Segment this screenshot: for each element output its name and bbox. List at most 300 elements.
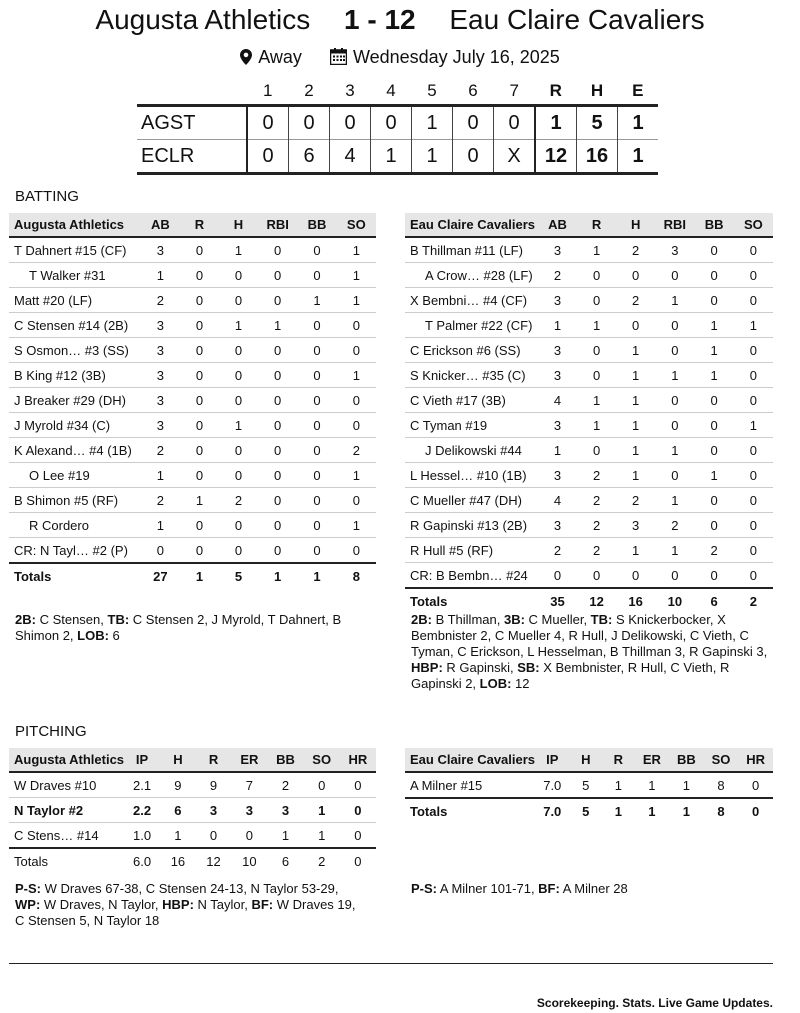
stat-cell: 2 — [655, 513, 694, 538]
stat-col-header: HR — [738, 748, 773, 772]
stat-cell: 0 — [258, 413, 297, 438]
stat-cell: 0 — [577, 263, 616, 288]
stat-cell: 3 — [141, 388, 180, 413]
stat-cell: 0 — [258, 488, 297, 513]
stat-cell: 0 — [695, 563, 734, 589]
stat-col-header: BB — [695, 213, 734, 237]
stat-cell: 1 — [304, 823, 340, 849]
stat-cell: 0 — [340, 798, 376, 823]
stat-cell: 1 — [538, 313, 577, 338]
linescore-col-header: R — [549, 81, 562, 100]
stat-cell: 3 — [141, 313, 180, 338]
linescore-col-header: 6 — [468, 81, 478, 100]
stat-cell: 1 — [577, 237, 616, 263]
totals-cell: 0 — [738, 798, 773, 823]
stat-cell: 1 — [695, 338, 734, 363]
stat-cell: 2 — [695, 538, 734, 563]
inning-score: 0 — [453, 140, 494, 174]
inning-score: 0 — [371, 106, 412, 140]
player-name: J Delikowski #44 — [405, 438, 538, 463]
inning-score: X — [494, 140, 536, 174]
game-title — [0, 4, 800, 36]
stat-cell: 0 — [337, 538, 376, 564]
note-key: P-S: — [411, 881, 437, 896]
stat-cell: 7 — [231, 772, 267, 798]
player-row — [405, 338, 773, 363]
away-pitching-notes — [15, 881, 360, 929]
player-row — [9, 288, 376, 313]
stat-col-header: AB — [538, 213, 577, 237]
note-value: X Bembnister, R Hull, C Vieth, R Gapinski 2, — [411, 660, 730, 691]
stat-cell: 1 — [219, 313, 258, 338]
player-name: C Mueller #47 (DH) — [405, 488, 538, 513]
calendar-icon — [330, 48, 347, 70]
totals-cell: 12 — [196, 848, 232, 873]
stat-cell: 0 — [734, 363, 773, 388]
stat-cell: 3 — [141, 363, 180, 388]
stat-cell: 1 — [180, 488, 219, 513]
stat-cell: 2 — [267, 772, 303, 798]
team-header: Augusta Athletics — [9, 213, 141, 237]
player-row — [9, 263, 376, 288]
stat-cell: 0 — [219, 463, 258, 488]
stat-cell: 4 — [538, 488, 577, 513]
inning-score: 0 — [494, 106, 536, 140]
player-name: C Vieth #17 (3B) — [405, 388, 538, 413]
player-name: R Cordero — [9, 513, 141, 538]
totals-cell: 6.0 — [124, 848, 160, 873]
stat-cell: 0 — [258, 263, 297, 288]
totals-cell: 12 — [577, 588, 616, 613]
player-name: L Hessel… #10 (1B) — [405, 463, 538, 488]
stat-cell: 7.0 — [535, 772, 569, 798]
pitching-header-row — [405, 748, 773, 772]
stat-cell: 1 — [304, 798, 340, 823]
stat-cell: 0 — [734, 563, 773, 589]
linescore-col-header: 3 — [345, 81, 355, 100]
stat-cell: 1 — [337, 288, 376, 313]
stat-col-header: SO — [337, 213, 376, 237]
totals-cell: 2 — [734, 588, 773, 613]
inning-score: 1 — [412, 106, 453, 140]
stat-cell: 0 — [258, 538, 297, 564]
stat-col-header: SO — [304, 748, 340, 772]
player-row — [405, 463, 773, 488]
inning-score: 0 — [453, 106, 494, 140]
player-name: B King #12 (3B) — [9, 363, 141, 388]
totals-label: Totals — [9, 563, 141, 588]
inning-score: 4 — [330, 140, 371, 174]
note-value: S Knickerbocker, X Bembnister 2, C Mueller 4, R Hull, J Delikowski, C Vieth, C Tyman, C Erickson, L Hesselman, B Thillman 3, R Gapinski 3, — [411, 612, 768, 659]
stat-cell: 0 — [258, 288, 297, 313]
stat-cell: 0 — [655, 313, 694, 338]
note-value: W Draves, N Taylor, — [40, 897, 163, 912]
stat-cell: 0 — [258, 363, 297, 388]
stat-cell: 5 — [569, 772, 602, 798]
stat-cell: 0 — [297, 363, 336, 388]
stat-cell: 0 — [734, 513, 773, 538]
linescore-r: 1 — [535, 106, 577, 140]
inning-score: 1 — [412, 140, 453, 174]
map-pin-icon — [240, 49, 252, 70]
stat-cell: 0 — [734, 388, 773, 413]
stat-cell: 0 — [180, 313, 219, 338]
linescore-header-row — [137, 78, 658, 106]
stat-cell: 2 — [219, 488, 258, 513]
stat-col-header: R — [196, 748, 232, 772]
stat-cell: 1 — [616, 538, 655, 563]
note-value: B Thillman, — [431, 612, 504, 627]
stat-cell: 1 — [219, 413, 258, 438]
linescore-table — [137, 78, 658, 175]
note-value: A Milner 101-71, — [437, 881, 539, 896]
stat-cell: 0 — [738, 772, 773, 798]
linescore-col-header: 2 — [304, 81, 314, 100]
player-row — [405, 563, 773, 589]
linescore-r: 12 — [535, 140, 577, 174]
linescore-col-header: 7 — [509, 81, 519, 100]
player-name: B Shimon #5 (RF) — [9, 488, 141, 513]
stat-cell: 0 — [616, 313, 655, 338]
stat-cell: 0 — [340, 772, 376, 798]
game-date: Wednesday July 16, 2025 — [352, 47, 560, 67]
player-name: A Crow… #28 (LF) — [405, 263, 538, 288]
stat-cell: 0 — [219, 438, 258, 463]
stat-cell: 0 — [219, 338, 258, 363]
linescore-col-header: 5 — [427, 81, 437, 100]
stat-cell: 0 — [734, 338, 773, 363]
player-name: S Osmon… #3 (SS) — [9, 338, 141, 363]
note-value: 12 — [511, 676, 530, 691]
stat-cell: 0 — [734, 538, 773, 563]
stat-cell: 0 — [258, 338, 297, 363]
stat-cell: 0 — [219, 288, 258, 313]
footer-tagline: Scorekeeping. Stats. Live Game Updates. — [536, 996, 773, 1010]
stat-cell: 3 — [538, 288, 577, 313]
stat-cell: 1.0 — [124, 823, 160, 849]
player-row — [405, 363, 773, 388]
totals-cell: 0 — [340, 848, 376, 873]
stat-cell: 0 — [196, 823, 232, 849]
stat-cell: 2 — [538, 538, 577, 563]
totals-cell: 16 — [160, 848, 196, 873]
stat-cell: 2 — [577, 488, 616, 513]
stat-cell: 6 — [160, 798, 196, 823]
team-header: Augusta Athletics — [9, 748, 124, 772]
note-key: SB: — [517, 660, 540, 675]
stat-cell: 1 — [577, 413, 616, 438]
stat-cell: 0 — [695, 438, 734, 463]
stat-col-header: BB — [669, 748, 704, 772]
stat-cell: 3 — [538, 338, 577, 363]
stat-cell: 1 — [602, 772, 635, 798]
stat-cell: 0 — [577, 338, 616, 363]
inning-score: 6 — [289, 140, 330, 174]
stat-cell: 1 — [141, 463, 180, 488]
stat-cell: 1 — [337, 463, 376, 488]
player-name: B Thillman #11 (LF) — [405, 237, 538, 263]
linescore-h: 5 — [577, 106, 618, 140]
stat-cell: 3 — [538, 463, 577, 488]
player-name: C Tyman #19 — [405, 413, 538, 438]
stat-cell: 1 — [297, 288, 336, 313]
stat-cell: 0 — [695, 388, 734, 413]
stat-cell: 0 — [297, 538, 336, 564]
stat-cell: 1 — [616, 463, 655, 488]
linescore-row — [137, 106, 658, 140]
stat-cell: 1 — [734, 413, 773, 438]
stat-cell: 1 — [655, 538, 694, 563]
stat-cell: 0 — [297, 388, 336, 413]
player-row — [9, 772, 376, 798]
stat-cell: 3 — [231, 798, 267, 823]
stat-cell: 0 — [297, 438, 336, 463]
stat-cell: 0 — [231, 823, 267, 849]
inning-score: 0 — [247, 106, 289, 140]
player-row — [405, 488, 773, 513]
player-row — [9, 798, 376, 823]
totals-label: Totals — [405, 798, 535, 823]
stat-cell: 3 — [538, 237, 577, 263]
stat-cell: 0 — [297, 263, 336, 288]
totals-cell: 1 — [602, 798, 635, 823]
stat-cell: 0 — [340, 823, 376, 849]
stat-cell: 0 — [695, 288, 734, 313]
stat-cell: 0 — [180, 463, 219, 488]
stat-cell: 1 — [695, 363, 734, 388]
player-row — [9, 488, 376, 513]
player-row — [405, 237, 773, 263]
stat-cell: 0 — [655, 463, 694, 488]
totals-cell: 27 — [141, 563, 180, 588]
linescore-corner — [137, 78, 247, 106]
stat-col-header: AB — [141, 213, 180, 237]
inning-score: 0 — [289, 106, 330, 140]
player-name: CR: B Bembn… #24 — [405, 563, 538, 589]
stat-cell: 0 — [655, 413, 694, 438]
note-value: 6 — [108, 628, 120, 643]
location-label: Away — [258, 47, 302, 67]
linescore-team: ECLR — [137, 140, 247, 174]
stat-cell: 2 — [141, 438, 180, 463]
stat-col-header: ER — [231, 748, 267, 772]
stat-cell: 1 — [577, 388, 616, 413]
stat-cell: 1 — [577, 313, 616, 338]
totals-cell: 6 — [695, 588, 734, 613]
stat-cell: 0 — [577, 363, 616, 388]
totals-cell: 35 — [538, 588, 577, 613]
player-row — [9, 338, 376, 363]
footer-divider — [9, 963, 773, 964]
stat-cell: 0 — [180, 438, 219, 463]
linescore-team: AGST — [137, 106, 247, 140]
stat-cell: 1 — [267, 823, 303, 849]
player-name: W Draves #10 — [9, 772, 124, 798]
stat-cell: 1 — [616, 363, 655, 388]
stat-cell: 0 — [141, 538, 180, 564]
pitching-section-title: PITCHING — [15, 723, 87, 740]
stat-col-header: H — [219, 213, 258, 237]
stat-col-header: R — [577, 213, 616, 237]
note-value: C Mueller, — [524, 612, 591, 627]
stat-cell: 0 — [180, 363, 219, 388]
stat-cell: 0 — [695, 513, 734, 538]
stat-cell: 1 — [616, 388, 655, 413]
totals-cell: 5 — [569, 798, 602, 823]
player-row — [405, 772, 773, 798]
stat-cell: 0 — [616, 563, 655, 589]
stat-cell: 0 — [180, 338, 219, 363]
game-score: 1 - 12 — [343, 4, 416, 35]
stat-cell: 3 — [616, 513, 655, 538]
stat-cell: 0 — [180, 263, 219, 288]
stat-cell: 1 — [695, 313, 734, 338]
stat-cell: 0 — [734, 463, 773, 488]
note-key: P-S: — [15, 881, 41, 896]
player-row — [9, 463, 376, 488]
stat-cell: 0 — [695, 237, 734, 263]
stat-cell: 0 — [337, 338, 376, 363]
stat-cell: 2 — [616, 288, 655, 313]
stat-cell: 2 — [616, 237, 655, 263]
totals-cell: 8 — [337, 563, 376, 588]
stat-cell: 0 — [297, 338, 336, 363]
note-key: TB: — [590, 612, 613, 627]
stat-cell: 0 — [258, 513, 297, 538]
player-row — [9, 388, 376, 413]
stat-cell: 2.2 — [124, 798, 160, 823]
player-name: C Erickson #6 (SS) — [405, 338, 538, 363]
away-batting-notes — [15, 612, 375, 644]
stat-cell: 1 — [141, 263, 180, 288]
stat-cell: 0 — [337, 413, 376, 438]
stat-cell: 4 — [538, 388, 577, 413]
stat-cell: 1 — [616, 338, 655, 363]
stat-cell: 1 — [655, 438, 694, 463]
player-row — [9, 313, 376, 338]
player-row — [9, 538, 376, 564]
pitching-header-row — [9, 748, 376, 772]
batting-section-title: BATTING — [15, 188, 79, 205]
note-key: LOB: — [479, 676, 512, 691]
stat-cell: 0 — [734, 438, 773, 463]
linescore-col-header: H — [590, 81, 604, 100]
totals-row — [405, 588, 773, 613]
note-key: 2B: — [15, 612, 36, 627]
stat-cell: 0 — [734, 263, 773, 288]
player-row — [405, 313, 773, 338]
totals-row — [9, 563, 376, 588]
stat-cell: 1 — [734, 313, 773, 338]
player-name: O Lee #19 — [9, 463, 141, 488]
linescore-col-header: E — [632, 81, 644, 100]
inning-score: 0 — [247, 140, 289, 174]
totals-cell: 10 — [655, 588, 694, 613]
stat-cell: 0 — [219, 363, 258, 388]
linescore-col-header: 4 — [386, 81, 396, 100]
player-name: T Palmer #22 (CF) — [405, 313, 538, 338]
player-row — [405, 263, 773, 288]
totals-cell: 1 — [635, 798, 669, 823]
player-row — [9, 237, 376, 263]
stat-cell: 0 — [258, 463, 297, 488]
home-batting-notes — [411, 612, 773, 692]
player-row — [405, 513, 773, 538]
stat-cell: 0 — [734, 488, 773, 513]
note-value: C Stensen, — [35, 612, 108, 627]
stat-cell: 3 — [538, 513, 577, 538]
stat-cell: 9 — [160, 772, 196, 798]
stat-col-header: ER — [635, 748, 669, 772]
stat-col-header: BB — [267, 748, 303, 772]
note-value: A Milner 28 — [559, 881, 628, 896]
stat-cell: 2 — [337, 438, 376, 463]
player-name: C Stens… #14 — [9, 823, 124, 849]
stat-cell: 0 — [297, 488, 336, 513]
linescore-col-header: 1 — [263, 81, 273, 100]
stat-cell: 1 — [669, 772, 704, 798]
stat-col-header: IP — [124, 748, 160, 772]
stat-cell: 0 — [297, 513, 336, 538]
stat-cell: 1 — [141, 513, 180, 538]
linescore-e: 1 — [618, 106, 659, 140]
totals-cell: 1 — [669, 798, 704, 823]
note-value: W Draves 67-38, C Stensen 24-13, N Taylor 53-29, — [41, 881, 339, 896]
stat-cell: 0 — [655, 388, 694, 413]
note-key: HBP: — [411, 660, 443, 675]
stat-cell: 0 — [655, 263, 694, 288]
player-name: S Knicker… #35 (C) — [405, 363, 538, 388]
game-meta — [0, 47, 800, 70]
player-name: R Gapinski #13 (2B) — [405, 513, 538, 538]
stat-cell: 1 — [655, 488, 694, 513]
away-pitching-table — [9, 748, 376, 873]
totals-cell: 8 — [704, 798, 739, 823]
stat-cell: 0 — [695, 488, 734, 513]
player-row — [9, 513, 376, 538]
note-key: WP: — [15, 897, 41, 912]
stat-cell: 1 — [538, 438, 577, 463]
stat-col-header: RBI — [655, 213, 694, 237]
stat-cell: 3 — [141, 237, 180, 263]
stat-cell: 0 — [577, 438, 616, 463]
stat-cell: 0 — [577, 288, 616, 313]
stat-col-header: SO — [704, 748, 739, 772]
player-name: T Dahnert #15 (CF) — [9, 237, 141, 263]
stat-cell: 8 — [704, 772, 739, 798]
stat-col-header: H — [160, 748, 196, 772]
stat-cell: 1 — [337, 363, 376, 388]
player-name: R Hull #5 (RF) — [405, 538, 538, 563]
player-row — [9, 363, 376, 388]
stat-cell: 2 — [538, 263, 577, 288]
player-row — [9, 413, 376, 438]
stat-cell: 0 — [616, 263, 655, 288]
totals-cell: 6 — [267, 848, 303, 873]
note-key: 3B: — [503, 612, 525, 627]
stat-cell: 1 — [337, 263, 376, 288]
stat-col-header: H — [569, 748, 602, 772]
linescore-row — [137, 140, 658, 174]
stat-cell: 3 — [538, 413, 577, 438]
linescore-e: 1 — [618, 140, 659, 174]
team-header: Eau Claire Cavaliers — [405, 748, 535, 772]
stat-cell: 0 — [258, 388, 297, 413]
player-name: A Milner #15 — [405, 772, 535, 798]
player-name: X Bembni… #4 (CF) — [405, 288, 538, 313]
stat-col-header: IP — [535, 748, 569, 772]
stat-cell: 3 — [655, 237, 694, 263]
